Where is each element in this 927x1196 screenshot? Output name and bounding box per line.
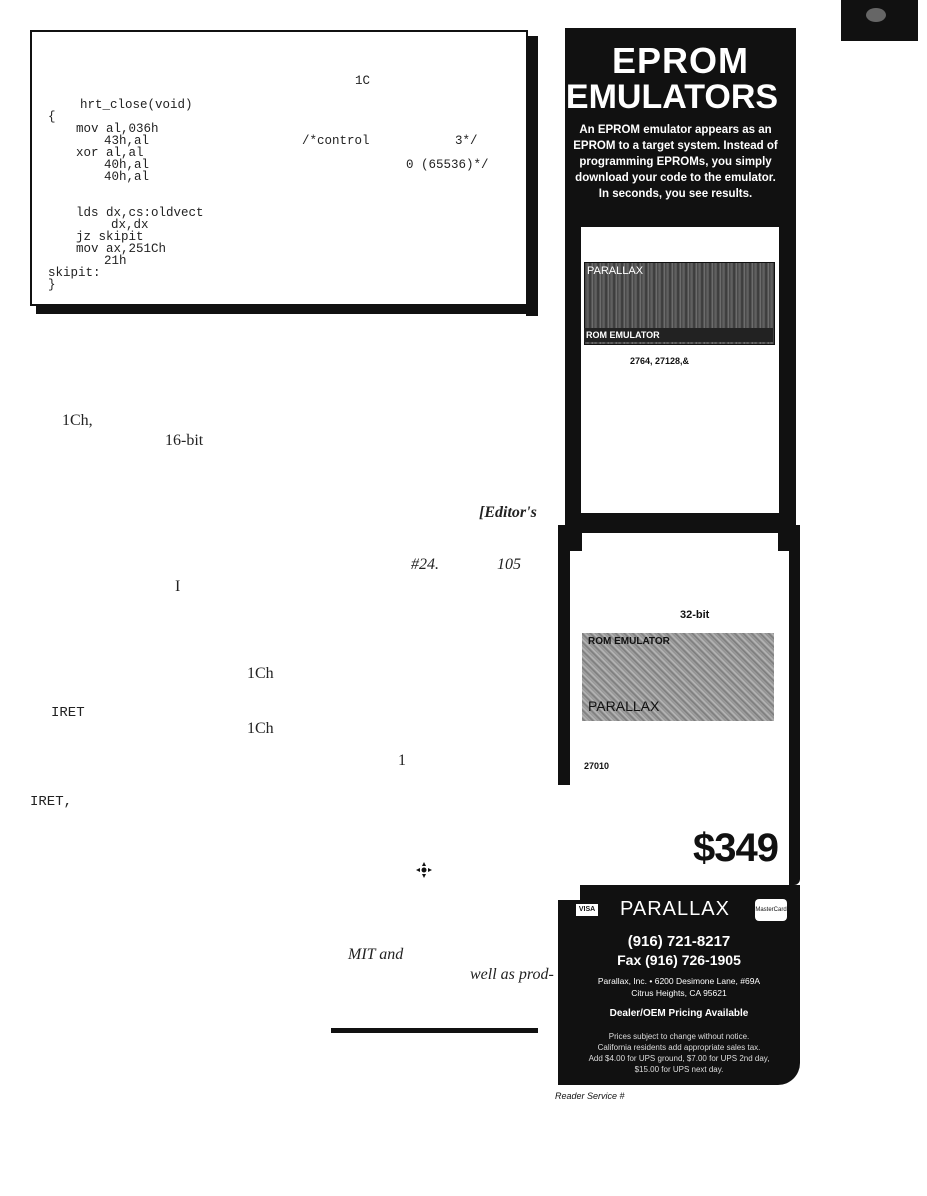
code-line: xor al,al <box>76 146 144 160</box>
address-line: Citrus Heights, CA 95621 <box>631 988 727 998</box>
body-fragment: 16-bit <box>165 432 204 449</box>
body-fragment: 1Ch, <box>62 412 93 429</box>
ad-frame <box>778 533 790 551</box>
corner-logo-mark <box>866 8 886 22</box>
fine-print-line: Add $4.00 for UPS ground, $7.00 for UPS 2nd day, <box>588 1054 770 1063</box>
code-line: mov ax,251Ch <box>76 242 167 256</box>
code-line: mov al,036h <box>76 122 159 136</box>
ad-spec: 2764, 27128,& <box>630 356 690 366</box>
ad-panel-notch <box>558 870 580 900</box>
photo-label: ROM EMULATOR <box>588 636 670 647</box>
body-fragment: 1 <box>398 752 406 769</box>
code-line: } <box>48 278 56 292</box>
code-line: 40h,al <box>104 158 150 172</box>
ad-blurb-line: EPROM to a target system. Instead of <box>573 140 778 152</box>
code-line: lds dx,cs:oldvect <box>76 206 204 220</box>
ad-frame <box>570 533 582 551</box>
body-fragment: #24. <box>411 556 439 573</box>
ad-spec: 27010 <box>584 761 610 771</box>
body-fragment: 1Ch <box>247 665 274 682</box>
photo-brand: PARALLAX <box>587 265 644 277</box>
ad-frame <box>558 525 800 533</box>
code-line: 40h,al <box>104 170 150 184</box>
code-line: 21h <box>104 254 127 268</box>
body-fragment: IRET <box>51 705 85 721</box>
body-fragment: I <box>175 578 181 595</box>
ad-frame <box>558 525 570 785</box>
code-line: { <box>48 110 56 124</box>
mastercard-logo: MasterCard <box>755 899 787 921</box>
body-fragment: IRET, <box>30 794 73 810</box>
brand-logo: PARALLAX <box>620 898 730 920</box>
ad-frame <box>789 525 800 885</box>
phone: (916) 721-8217 <box>627 933 731 950</box>
photo-label: ROM EMULATOR <box>586 330 660 340</box>
body-fragment: 105 <box>497 556 521 573</box>
ad-blurb-line: An EPROM emulator appears as an <box>579 124 772 136</box>
body-fragment: MIT and <box>348 946 404 963</box>
body-fragment: 1Ch <box>247 720 274 737</box>
ad-heading: EPROM <box>611 40 749 81</box>
code-comment: 3*/ <box>455 134 478 148</box>
fax: Fax (916) 726-1905 <box>617 952 741 968</box>
reader-service: Reader Service # <box>555 1091 625 1101</box>
price: $349 <box>693 826 778 870</box>
code-comment: 0 (65536)*/ <box>406 158 489 172</box>
ad-heading: EMULATORS <box>565 78 779 116</box>
body-fragment: [Editor's <box>479 504 537 521</box>
ad-blurb-line: programming EPROMs, you simply <box>579 156 772 168</box>
code-line: jz skipit <box>76 230 144 244</box>
address-line: Parallax, Inc. • 6200 Desimone Lane, #69A <box>597 976 761 986</box>
fine-print-line: Prices subject to change without notice. <box>608 1032 750 1041</box>
dealer-note: Dealer/OEM Pricing Available <box>609 1008 749 1019</box>
code-line: hrt_close(void) <box>80 98 193 112</box>
section-rule <box>331 1028 538 1033</box>
photo-brand: PARALLAX <box>588 698 660 714</box>
visa-logo: VISA <box>576 904 598 916</box>
ad-spec: 32-bit <box>680 609 710 621</box>
code-comment: /*control <box>302 134 370 148</box>
code-line: dx,dx <box>111 218 149 232</box>
code-line: 1C <box>355 74 371 88</box>
fine-print-line: $15.00 for UPS next day. <box>634 1065 724 1074</box>
body-fragment: well as prod- <box>470 966 554 983</box>
fine-print-line: California residents add appropriate sales tax. <box>597 1043 761 1052</box>
ad-blurb-line: In seconds, you see results. <box>598 188 753 200</box>
code-line: skipit: <box>48 266 101 280</box>
end-of-article-icon <box>415 861 433 879</box>
ad-blurb-line: download your code to the emulator. <box>575 172 776 184</box>
code-line: 43h,al <box>104 134 150 148</box>
